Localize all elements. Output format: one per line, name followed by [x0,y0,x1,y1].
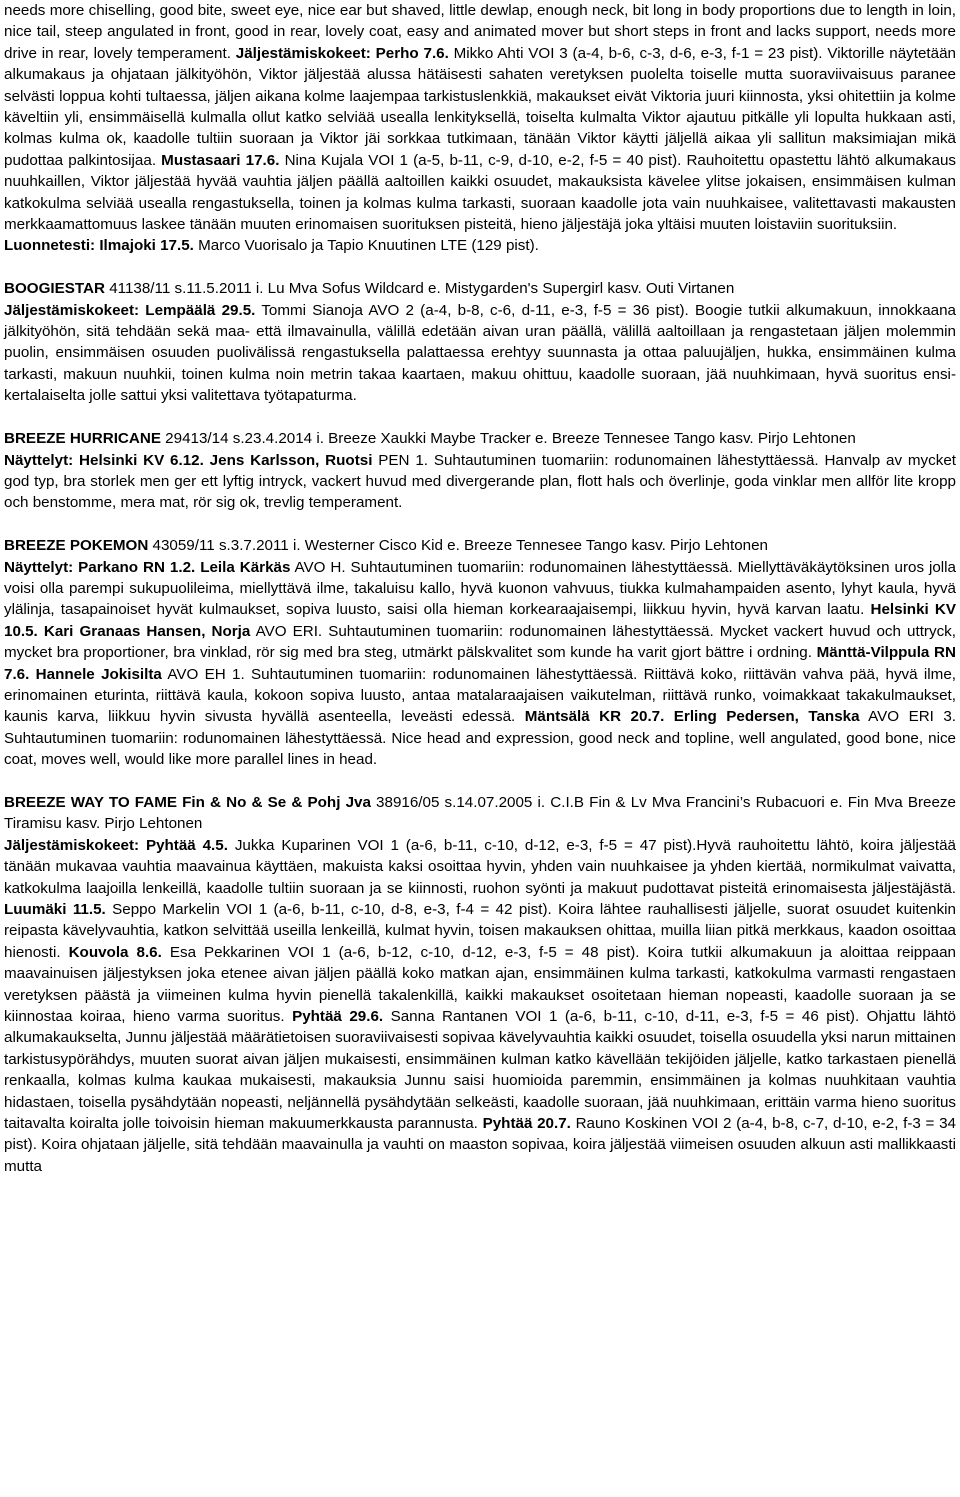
paragraph [4,235,956,256]
paragraph-gap [4,514,956,535]
bold-text-run: Pyhtää 29.6. [292,1008,384,1026]
bold-text-run: Luumäki 11.5. [4,901,106,918]
text-run: PEN 1. Suhtautuminen tuomariin: rodunomainen lähestyttäessä. Hanvalp av mycket god typ, bra storlek men ger ett lyftig intryck, vackert huvud med divergerande plan, flott hals och överlinje, goda vinklar men allför lite kropp och benstomme, mera mat, rör sig ok, trevlig temperament. [4,451,956,512]
text-run: 41138/11 s.11.5.2011 i. Lu Mva Sofus Wildcard e. Mistygarden's Supergirl kasv. Outi Virtanen [104,280,735,298]
text-run: Mikko Ahti VOI 3 (a-4, b-6, c-3, d-6, e-3, f-1 = 23 pist). Viktorille näytetään alkumakaus ja ohjataan jälkityöhön, Viktor jäljestää alussa hätäisesti sahaten veretyksen puolelta toiselle mutta suoraviivaisuus paranee selvästi loppua kohti tultaessa, jäljen aikana kolme laajempaa tarkistuslenkkiä, makaukset eivät Viktoria juuri kiinnosta, yksi ohitettiin ja kolme käveltiin yli, ensimmäisellä kulmalla ollut katko selviää usealla lenkityksellä, toiselta kulmalta Viktor ajautuu pitkälle yli lopulta hukkaan asti, kolmas kulma ok, kaadolle tultiin suoraan ja Viktor jäi sorkkaa tutkimaan, tänään Viktor käytti jäljellä aikaa yli sallitun maksimiajan mikä pudottaa palkintosijaa. [4,44,956,169]
bold-text-run: Mänttä-Vilppula RN 7.6. Hannele Jokisilta [4,644,956,683]
bold-text-run: Jäljestämiskokeet: Perho 7.6. [235,44,449,62]
text-run: Jukka Kuparinen VOI 1 (a-6, b-11, c-10, d-12, e-3, f-5 = 47 pist).Hyvä rauhoitettu lähtö, koira jäljestää tänään mukavaa vauhtia maavainua käyttäen, makuista kaksi osoittaa hyvin, yhden vain nuuhkaisee ja yhden kiertää, normikulmat vaivatta, katkokulma laajoilla lenkeillä, kaadolle tultiin suoraan ja se kiinnosti, ruohon syönti ja makuut pudottavat pisteitä erinomaisesta jäljestäjästä. [4,836,957,897]
text-run: AVO ERI 3. Suhtautuminen tuomariin: rodunomainen lähestyttäessä. Nice head and expression, good neck and topline, well angulated, good bone, nice coat, moves well, would like more parallel lines in head. [4,708,957,769]
text-run: AVO EH 1. Suhtautuminen tuomariin: rodunomainen lähestyttäessä. Riittävä koko, riittävän vahva pää, hyvä ilme, erinomainen eturinta, riittävä kaula, kokoon sopiva luusto, antaa matalaraajaisen vaikutelman, riittävä runko, voimakkaat takakulmaukset, kaunis karva, liikkuu hyvin sivusta hyvällä asenteella, leveästi edessä. [4,665,956,726]
text-run: Seppo Markelin VOI 1 (a-6, b-11, c-10, d-8, e-3, f-4 = 42 pist). Koira lähtee rauhallisesti jäljelle, suorat osuudet kuitenkin reipasta kävelyvauhtia, katkon selvittää useilla lenkeillä, kulmat hyvin, toisen makauksen ohittaa, muilla liian pitkä merkkaus, kaadon osoittaa hienosti. [4,901,956,961]
paragraph [4,835,956,1178]
bold-text-run: BREEZE HURRICANE [4,430,161,448]
text-run: Rauno Koskinen VOI 2 (a-4, b-8, c-7, d-10, e-2, f-3 = 34 pist). Koira ohjataan jäljelle, sitä tehdään maavainulla ja vauhti on maaston sopivaa, koira jäljestää viimeisen osuuden alkuun asti mallikkaasti mutta [4,1115,957,1175]
paragraph [4,450,956,514]
bold-text-run: Näyttelyt: Parkano RN 1.2. Leila Kärkäs [4,558,291,576]
bold-text-run: Jäljestämiskokeet: Lempäälä 29.5. [4,301,256,319]
text-run: 29413/14 s.23.4.2014 i. Breeze Xaukki Maybe Tracker e. Breeze Tennesee Tango kasv. Pirjo Lehtonen [160,430,856,448]
text-run: needs more chiselling, good bite, sweet eye, nice ear but shaved, little dewlap, enough neck, bit long in body proportions due to length in loin, nice tail, steep angulated in front, good in rear, lovely coat, easy and animated mover but short steps in front and lacks support, needs more drive in rear, lovely temperament. [4,2,956,62]
paragraph [4,792,956,835]
bold-text-run: Kouvola 8.6. [68,943,162,961]
paragraph [4,0,956,235]
paragraph-gap [4,771,956,792]
text-run: Tommi Sianoja AVO 2 (a-4, b-8, c-6, d-11, e-3, f-5 = 36 pist). Boogie tutkii alkumakuun, innokkaana jälkityöhön, sitä tehdään sekä maa- että ilmavainulla, välillä edetään aivan uran päällä, välillä aaltoillaan ja rengastetaan jäljen molemmin puolin, ensimmäisen osuuden puolivälissä rengastuksella palattaessa erehtyy suunnasta ja ottaa paluujäljen, hukka, ensimmäinen kulma tarkasti, makuun nuuhkii, toinen kulma noin metrin takaa kaartaen, makuu ohittuu, kaadolle suoraan, jää nuuhkimaan, hyvä suoritus ensikertalaiselta jolle sattui yksi valitettava työtapaturma. [4,301,956,405]
bold-text-run: Mustasaari 17.6. [161,151,280,169]
paragraph-gap [4,407,956,428]
text-run: Sanna Rantanen VOI 1 (a-6, b-11, c-10, d-11, e-3, f-5 = 46 pist). Ohjattu lähtö alkumakaukselta, Junnu jäljestää määrätietoisen suoraviivaisesti sopivaa kävelyvauhtia kaikki osuudet, toisella osuudella yksi narun mittainen tarkistusypörähdys, muuten suorat aivan jäljen mukaisesti, ensimmäinen kulman katko kävellään tekijöiden jäljelle, katko tarkastaen pienellä renkaalla, kolmas kulma kaukaa mukaisesti, makauksia Junnu saisi huomioida paremmin, ensimmäinen ja kolmas nuuhkitaan vauhtia hidastaen, toisella pysähdytään nopeasti, neljännellä pysähdytään selkeästi, kaadolle suoraan, jää nuuhkimaan, erittäin varma hieno suoritus taitavalta koiralta jolle toivoisin hieman makuumerkkausta parannusta. [4,1008,957,1133]
bold-text-run: Pyhtää 20.7. [482,1115,571,1133]
paragraph [4,278,956,299]
text-run: 43059/11 s.3.7.2011 i. Westerner Cisco Kid e. Breeze Tennesee Tango kasv. Pirjo Lehtonen [148,537,768,555]
bold-text-run: BREEZE POKEMON [4,537,149,555]
paragraph [4,300,956,407]
bold-text-run: Helsinki KV 10.5. Kari Granaas Hansen, Norja [4,601,956,640]
text-run: Esa Pekkarinen VOI 1 (a-6, b-12, c-10, d-12, e-3, f-5 = 48 pist). Koira tutkii alkumakuun ja aloittaa reippaan maavainuisen jäljestyksen joka etenee aivan jäljen päällä koko matkan ajan, ensimmäinen kulma tarkasti, katkokulma varmasti rengastaen veretyksen päästä ja viimeinen kulma hyvin pienellä takalenkillä, kaikki makaukset osoitetaan hieman nopeasti, kaadolle suoraan ja se kiinnostaa koiraa, hieno varma suoritus. [4,943,956,1026]
paragraph [4,428,956,449]
paragraph [4,557,956,771]
text-run: 38916/05 s.14.07.2005 i. C.I.B Fin & Lv Mva Francini’s Rubacuori e. Fin Mva Breeze Tiramisu kasv. Pirjo Lehtonen [4,793,956,833]
text-run: AVO ERI. Suhtautuminen tuomariin: rodunomainen lähestyttäessä. Mycket vackert huvud och uttryck, mycket bra proportioner, bra vinklad, rör sig med bra steg, utmärkt pälskvalitet som kunde ha varit gjort bättre i ordning. [4,622,956,662]
paragraph-gap [4,257,956,278]
text-run: Nina Kujala VOI 1 (a-5, b-11, c-9, d-10, e-2, f-5 = 40 pist). Rauhoitettu opastettu lähtö alkumakaus nuuhkaillen, Viktor jäljestää hyvää vauhtia jäljen päällä aaltoillen kaikki osuudet, makauksista kävelee ylitse jokaisen, ensimmäisen kulman katkokulma selviää usealla rengastuksella, toinen ja kolmas kulma tarkasti, suoraan kaadolle jota vain nuuhkaisee, valitettavasti makausten merkkaamattomuus laskee tänään muuten erinomaisen suorituksen pisteitä, hieno jäljestäjä joka yltäisi muuten loistaviin suorituksiin. [4,151,956,234]
text-run: Marco Vuorisalo ja Tapio Knuutinen LTE (129 pist). [193,237,539,255]
paragraph [4,535,956,556]
bold-text-run: Jäljestämiskokeet: Pyhtää 4.5. [4,836,228,854]
bold-text-run: Näyttelyt: Helsinki KV 6.12. Jens Karlsson, Ruotsi [4,451,373,469]
text-run: AVO H. Suhtautuminen tuomariin: rodunomainen lähestyttäessä. Miellyttäväkäytöksinen uros jolla voisi olla parempi sukupuolileima, miellyttävä ilme, takaluisu kallo, hyvä kuonon vahvuus, tiukka kulmahampaiden asento, lyhyt kaula, hyvä ylälinja, tasapainoiset hyvät kulmaukset, sopiva luusto, saisi olla hieman korkearaajaisempi, liikkuu hyvin, hyvä karvan laatu. [4,558,957,619]
bold-text-run: Mäntsälä KR 20.7. Erling Pedersen, Tanska [524,708,860,726]
bold-text-run: BOOGIESTAR [4,280,105,298]
bold-text-run: Luonnetesti: Ilmajoki 17.5. [4,237,194,255]
bold-text-run: BREEZE WAY TO FAME Fin & No & Se & Pohj Jva [4,793,371,811]
